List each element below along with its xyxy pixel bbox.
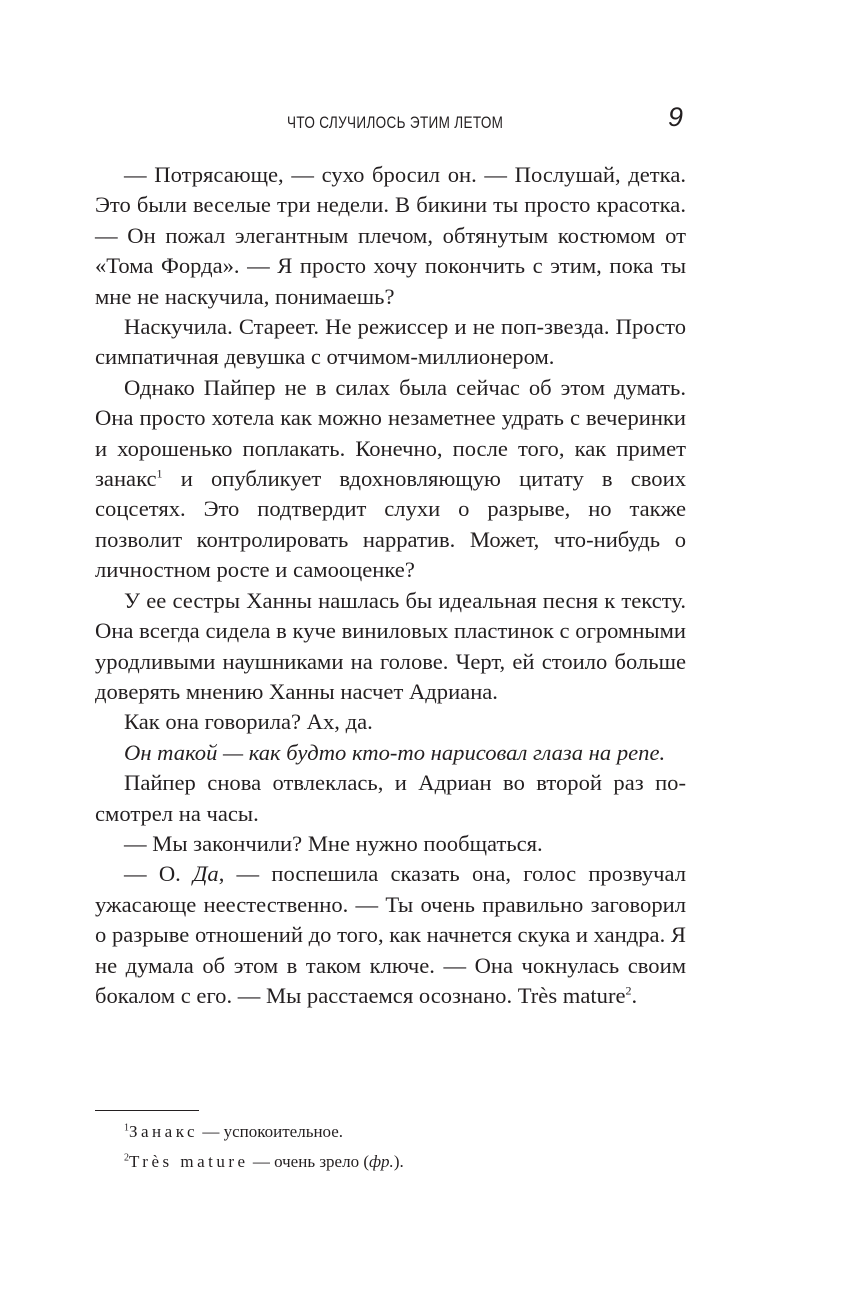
- page-number: 9: [668, 102, 684, 132]
- paragraph: [95, 859, 686, 1011]
- running-head: [0, 102, 844, 138]
- body-text: [95, 160, 686, 1011]
- footnote-definition: ).: [393, 1152, 404, 1171]
- paragraph: — Мы закончили? Мне нужно пообщаться.: [124, 830, 543, 856]
- paragraph: Как она говорила? Ах, да.: [124, 709, 373, 735]
- footnote-number: 2: [124, 1152, 129, 1164]
- paragraph: Наскучила. Стареет. Не режиссер и не поп-звезда. Просто симпатичная девушка с отчимом-миллионером.: [95, 314, 686, 370]
- italic-paragraph: Он такой — как будто кто-то нарисовал глаза на репе.: [124, 739, 666, 765]
- footnote: [95, 1120, 686, 1144]
- footnote-term: Занакс: [129, 1122, 199, 1141]
- paragraph: Пайпер снова отвлеклась, и Адриан во второй раз посмотрел на часы.: [95, 770, 686, 826]
- emphasis: Да: [193, 861, 219, 887]
- paragraph-text: , — поспешила сказать она, голос прозвучал ужасающе неестественно. — Ты очень правильно заговорил о разрыве отношений до того, как начнется скука и хандра. Я не думала об этом в таком ключе. — Она чокнулась своим бокалом с его. — Мы расстаемся осознано. Très mature: [95, 861, 687, 1008]
- paragraph-text: .: [631, 982, 638, 1008]
- footnote-divider: [95, 1110, 199, 1111]
- paragraph: У ее сестры Ханны нашлась бы идеальная песня к тексту. Она всегда сидела в куче виниловых пластинок с огромными уродливыми наушниками на голове. Черт, ей стоило больше доверять мнению Ханны насчет Адриана.: [95, 587, 686, 704]
- paragraph-text: — О.: [124, 861, 194, 887]
- footnote-marker[interactable]: 2: [625, 983, 632, 998]
- paragraph: — Потрясающе, — сухо бросил он. — Послушай, детка. Это были веселые три недели. В бикини ты просто красотка. — Он пожал элегантным плечом, обтянутым костюмом от «Тома Форда». — Я просто хочу покончить с этим, пока ты мне не наскучила, понимаешь?: [95, 162, 686, 309]
- footnote-term: Très mature: [129, 1152, 249, 1171]
- paragraph-text: и опубликует вдохновляющую цитату в своих соцсетях. Это подтвердит слухи о разрыве, но также позволит контролировать нарратив. Может, что-нибудь о личностном росте и самооценке?: [95, 466, 686, 583]
- footnote: [95, 1150, 686, 1174]
- paragraph-text: Однако Пайпер не в силах была сейчас об этом думать. Она просто хотела как можно незаметнее удрать с вечеринки и хорошенько поплакать. Конечно, после того, как примет занакс: [95, 374, 686, 492]
- running-title: ЧТО СЛУЧИЛОСЬ ЭТИМ ЛЕТОМ: [287, 114, 504, 132]
- footnote-definition: — успокоительное.: [198, 1122, 344, 1141]
- footnote-abbreviation: фр.: [368, 1152, 394, 1171]
- footnote-number: 1: [124, 1122, 129, 1134]
- footnote-definition: — очень зрело (: [248, 1152, 369, 1171]
- footnotes: [95, 1120, 686, 1180]
- footnote-marker[interactable]: 1: [156, 466, 163, 481]
- paragraph: [95, 373, 686, 586]
